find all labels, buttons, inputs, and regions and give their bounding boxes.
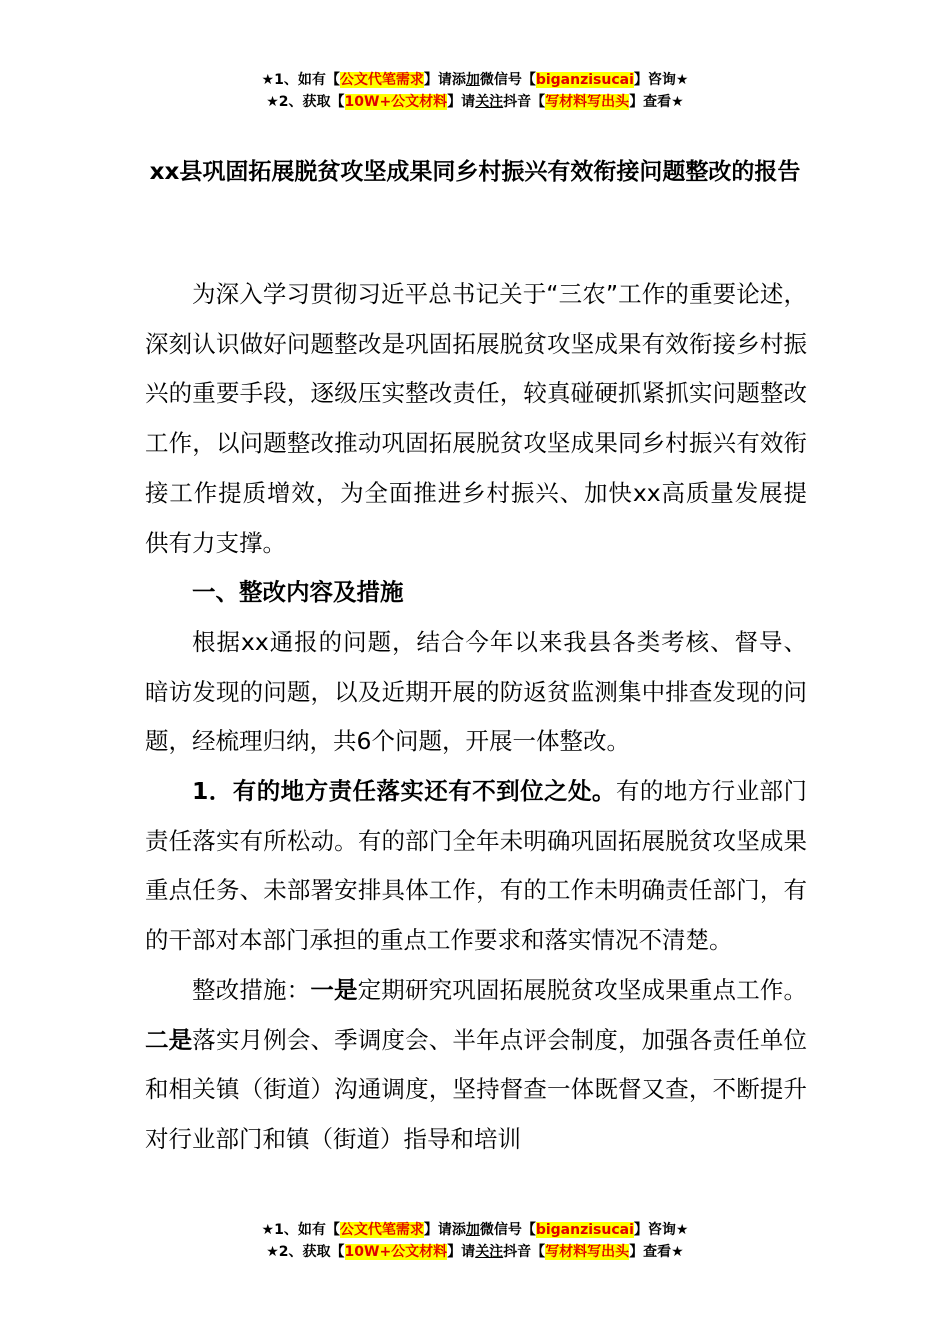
problem-text: 有的地方行业部门责任落实有所松动。有的部门全年未明确巩固拓展脱贫攻坚成果重点任务、未部署安排具体工作，有的工作未明确责任部门，有的干部对本部门承担的重点工作要求和落实情况不清楚。: [145, 777, 807, 955]
promo-underline: 加: [465, 72, 480, 88]
promo-text: 】请添: [423, 72, 466, 88]
section-heading: 一、整改内容及措施: [192, 578, 404, 607]
promo-highlight: 10W+公文材料: [344, 1244, 448, 1260]
problem-heading: 1．有的地方责任落实还有不到位之处。: [192, 777, 616, 806]
paragraph-problem-1: [145, 767, 807, 966]
promo-text: 微信号【: [479, 72, 536, 88]
promo-highlight: 公文代笔需求: [339, 1222, 424, 1238]
measure-marker-2: 二是: [145, 1025, 193, 1054]
promo-text: ★1、如有【: [261, 1222, 340, 1238]
promo-text: 】请: [447, 94, 476, 110]
promo-highlight: biganzisucai: [535, 72, 634, 88]
paragraph-summary: 根据xx通报的问题，结合今年以来我县各类考核、督导、暗访发现的问题，以及近期开展的防返贫监测集中排查发现的问题，经梳理归纳，共6个问题，开展一体整改。: [145, 627, 807, 756]
promo-text: 】咨询★: [633, 1222, 689, 1238]
promo-underline: 关注: [475, 94, 504, 110]
document-body: [145, 270, 807, 1165]
promo-text: 】咨询★: [633, 72, 689, 88]
promo-text: 】查看★: [629, 94, 684, 110]
promo-text: ★1、如有【: [261, 72, 340, 88]
promo-text: ★2、获取【: [266, 94, 345, 110]
measures-label: 整改措施：: [192, 975, 311, 1004]
promo-highlight: biganzisucai: [535, 1222, 634, 1238]
promo-line-2: [0, 91, 950, 113]
promo-banner-top: [0, 69, 950, 113]
promo-text: ★2、获取【: [266, 1244, 345, 1260]
promo-underline: 加: [465, 1222, 480, 1238]
promo-highlight: 写材料写出头: [545, 1244, 630, 1260]
promo-highlight: 公文代笔需求: [339, 72, 424, 88]
promo-line-1: [0, 1219, 950, 1241]
paragraph-measures: [145, 966, 807, 1165]
promo-text: 微信号【: [479, 1222, 536, 1238]
measure-text-2: 落实月例会、季调度会、半年点评会制度，加强各责任单位和相关镇（街道）沟通调度，坚持督查一体既督又查，不断提升对行业部门和镇（街道）指导和培训: [145, 1025, 807, 1153]
promo-text: 抖音【: [503, 1244, 546, 1260]
measure-text-1: 定期研究巩固拓展脱贫攻坚成果重点工作。: [357, 975, 808, 1004]
measure-marker-1: 一是: [310, 975, 358, 1004]
promo-line-1: [0, 69, 950, 91]
promo-line-2: [0, 1241, 950, 1263]
promo-text: 】查看★: [629, 1244, 684, 1260]
promo-text: 】请: [447, 1244, 476, 1260]
promo-highlight: 10W+公文材料: [344, 94, 448, 110]
promo-text: 抖音【: [503, 94, 546, 110]
promo-banner-bottom: [0, 1219, 950, 1263]
promo-text: 】请添: [423, 1222, 466, 1238]
paragraph-intro: 为深入学习贯彻习近平总书记关于“三农”工作的重要论述，深刻认识做好问题整改是巩固拓展脱贫攻坚成果有效衔接乡村振兴的重要手段，逐级压实整改责任，较真碰硬抓紧抓实问题整改工作，以问题整改推动巩固拓展脱贫攻坚成果同乡村振兴有效衔接工作提质增效，为全面推进乡村振兴、加快xx高质量发展提供有力支撑。: [145, 280, 807, 557]
promo-highlight: 写材料写出头: [545, 94, 630, 110]
promo-underline: 关注: [475, 1244, 504, 1260]
document-title: xx县巩固拓展脱贫攻坚成果同乡村振兴有效衔接问题整改的报告: [149, 159, 801, 185]
